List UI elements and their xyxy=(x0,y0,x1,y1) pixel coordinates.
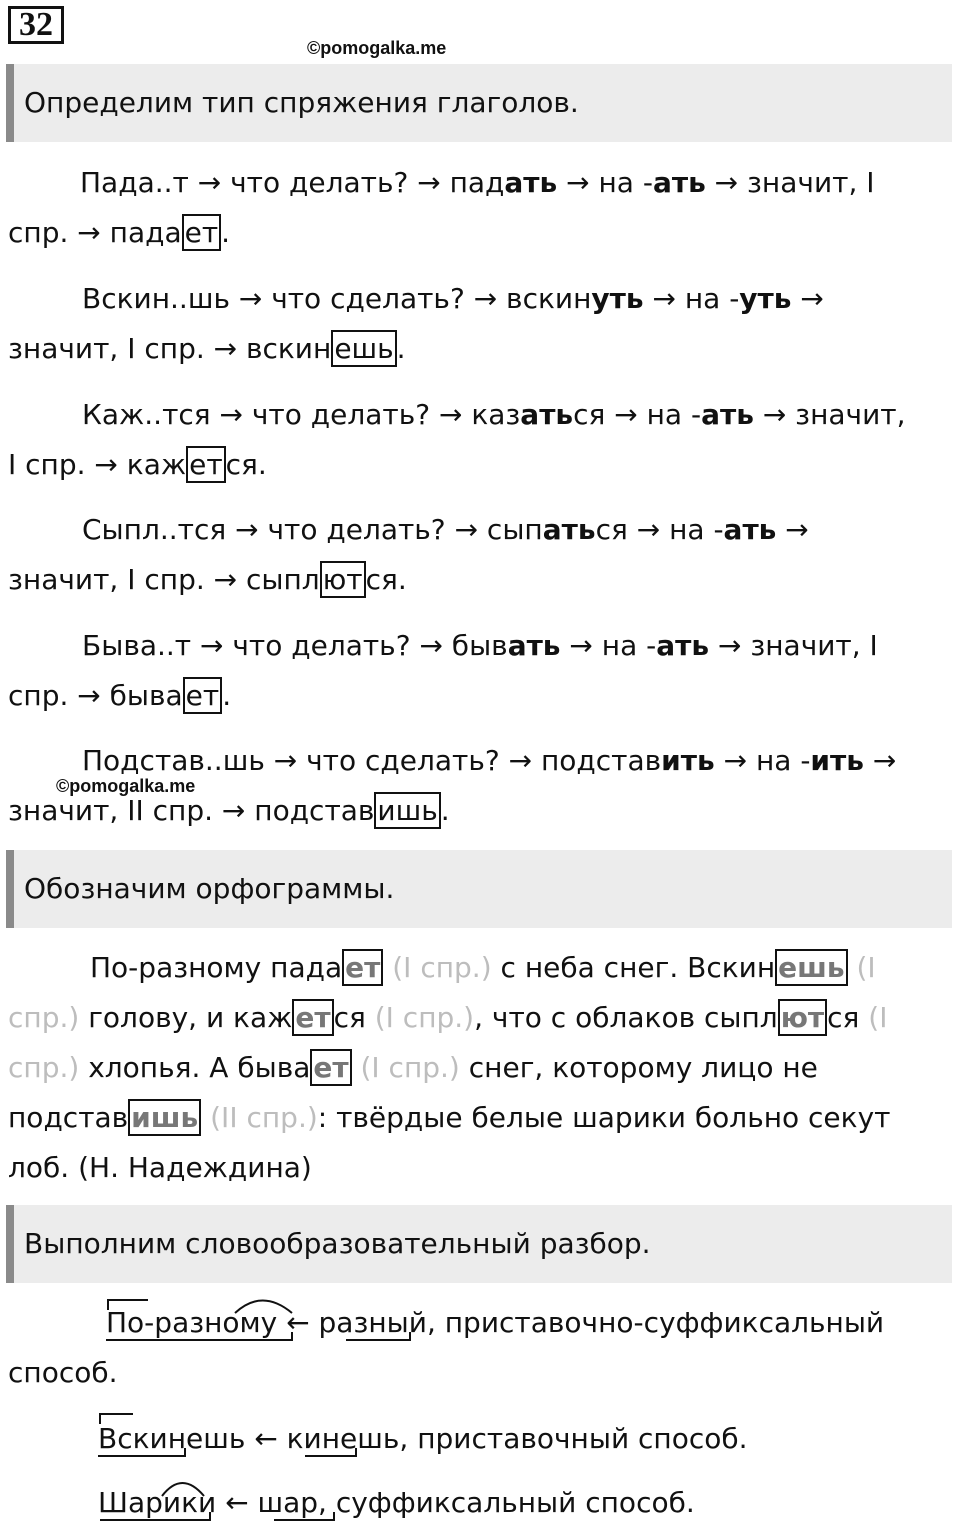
task-number: 32 xyxy=(8,6,64,44)
watermark-top: ©pomogalka.me xyxy=(307,38,447,58)
derived-word: Вскинешь xyxy=(98,1422,246,1455)
watermark-middle: ©pomogalka.me xyxy=(56,776,196,796)
ending-box: ет xyxy=(292,999,333,1036)
derivation-item-continuation: способ. xyxy=(8,1356,118,1389)
base-word: кинешь xyxy=(286,1422,400,1455)
conjugation-item: Каж..тся → что делать? → казаться → на -ать → значит, I спр. → каж ет ся. xyxy=(8,398,906,481)
section-title-orthogram: Обозначим орфограммы. xyxy=(6,850,952,928)
ending-box: ешь xyxy=(331,330,396,367)
conjugation-item: Сыпл..тся → что делать? → сыпаться → на -ать → значит, I спр. → сыпл ют ся. xyxy=(8,513,809,596)
section-title-conjugation: Определим тип спряжения глаголов. xyxy=(6,64,952,142)
ending-box: ет xyxy=(182,214,222,251)
conjugation-item: Вскин..шь → что сделать? → вскинуть → на -уть → значит, I спр. → вскин ешь . xyxy=(8,282,824,365)
orthogram-paragraph: По-разному пада ет (I спр.) с неба снег. Вскин ешь (I спр.) голову, и каж ет ся (I спр.), что с облаков сыпл ют ся (I спр.) хлопья. А быва ет (I спр.) снег, которому лицо не подстав ишь (II спр.): твёрдые белые шарики больно секут лоб. (Н. Надеждина) xyxy=(8,951,891,1184)
derivation-item: Шарики ← шар, суффиксальный способ. xyxy=(98,1486,695,1519)
ending-box: ют xyxy=(778,999,827,1036)
ending-box: ет xyxy=(183,677,223,714)
ending-box: ешь xyxy=(775,949,847,986)
ending-box: ет xyxy=(186,446,226,483)
conjugation-item: Быва..т → что делать? → бывать → на -ать → значит, I спр. → быва ет . xyxy=(8,629,878,712)
base-word: шар xyxy=(257,1486,319,1519)
conjugation-item: Пада..т → что делать? → падать → на -ать → значит, I спр. → пада ет . xyxy=(8,166,875,249)
ending-box: ет xyxy=(342,949,383,986)
derived-word: Шарики xyxy=(98,1486,217,1519)
conjugation-item: Подстав..шь → что сделать? → подставить → на -ить → значит, II спр. → подстав ишь . xyxy=(8,744,897,827)
base-word: разный xyxy=(318,1306,427,1339)
section-title-wordformation: Выполним словообразовательный разбор. xyxy=(6,1205,952,1283)
derivation-item: Вскинешь ← кинешь, приставочный способ. xyxy=(98,1422,748,1455)
derived-word: По-разному xyxy=(106,1306,278,1339)
ending-box: ишь xyxy=(374,792,440,829)
ending-box: ют xyxy=(320,561,366,598)
ending-box: ет xyxy=(310,1049,351,1086)
derivation-item: По-разному ← разный, приставочно-суффиксальный xyxy=(106,1306,885,1339)
ending-box: ишь xyxy=(128,1099,201,1136)
